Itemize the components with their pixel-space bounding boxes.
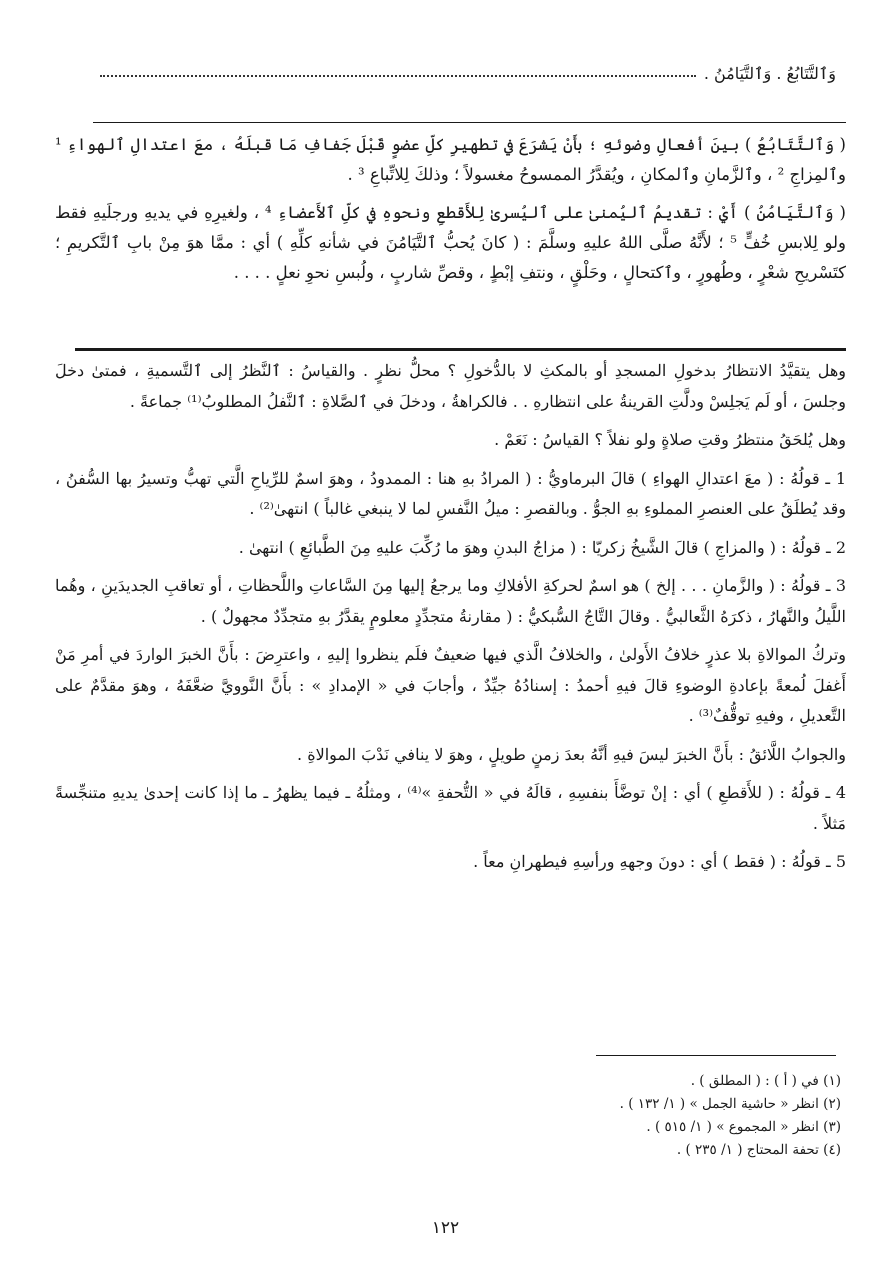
page-number: ١٢٢	[431, 1218, 460, 1238]
commentary-paragraph: وتركُ الموالاةِ بلا عذرٍ خلافُ الأَولىٰ ، والخلافُ الَّذي فيها ضعيفٌ فلَم ينظروا إليهِ ، واعترِضَ : بأَنَّ الخبرَ الواردَ في أمرِ مَنْ أَغفلَ لُمعةً بإعادةِ الوضوءِ قالَ فيهِ أحمدُ : إسنادُهُ جيِّدٌ ، وأجابَ في « الإمدادِ » : بأَنَّ النَّوويَّ ضعَّفَهُ ، وهوَ مقدَّمٌ على التَّعديلِ ، وفيهِ توقُّفٌ⁽³⁾ .	[55, 645, 846, 725]
header-rule	[93, 122, 846, 123]
commentary-note-5: 5 ـ قولُهُ : ( فقط ) أي : دونَ وجههِ ورأسِهِ فيطهرانِ معاً .	[473, 852, 846, 871]
commentary-text	[55, 356, 846, 886]
commentary-note-4: 4 ـ قولُهُ : ( للأَقطعِ ) أي : إنْ توضَّأَ بنفسِهِ ، قالَهُ في « التُّحفةِ »⁽⁴⁾ ، ومثلُهُ ـ فيما يظهرُ ـ ما إذا كانت إحدىٰ يديهِ متنجِّسةً مَثلاً .	[55, 783, 847, 833]
commentary-note-2: 2 ـ قولُهُ : ( والمزاجِ ) قالَ الشَّيخُ زكريّا : ( مزاجُ البدنِ وهوَ ما رُكِّبَ عليهِ مِنَ الطَّبائعِ ) انتهىٰ .	[238, 537, 846, 557]
commentary-paragraph: والجوابُ اللَّائقُ : بأَنَّ الخبرَ ليسَ فيهِ أنَّهُ بعدَ زمنٍ طويلٍ ، وهوَ لا ينافي نَدْبَ الموالاةِ .	[297, 744, 846, 764]
commentary-note-1: 1 ـ قولُهُ : ( معَ اعتدالِ الهواءِ ) قالَ البرماويُّ : ( المرادُ بهِ هنا : الممدودُ ، وهوَ اسمٌ للرِّياحِ الَّتي تهبُّ وتسيرُ بها السُّفنُ ، وقد يُطلَقُ على العنصرِ المملوءِ بهِ الجوُّ . وبالقصرِ : ميلُ النَّفسِ لما لا ينبغي غالباً ) انتهىٰ⁽²⁾ .	[55, 468, 846, 518]
commentary-paragraph: وهل يتقيَّدُ الانتظارُ بدخولِ المسجدِ أو بالمكثِ لا بالدُّخولِ ؟ محلُّ نظرٍ . والقياسُ : ٱلنَّظرُ إلى ٱلتَّسميةِ ، فمتىٰ دخلَ وجلسَ ، أو لَم يَجلِسْ ودلَّتِ القرينةُ على انتظارهِ . . فالكراهةُ ، ودخلَ في ٱلصَّلاةِ : ٱلنَّفلُ المطلوبُ⁽¹⁾ جماعةً .	[55, 361, 846, 411]
footnote-item: (٤) تحفة المحتاج ( ١/ ٢٣٥ ) .	[676, 1142, 841, 1158]
footnote-rule	[596, 1055, 836, 1056]
running-header-title: وَٱلتَّتَابُعُ . وَٱلتَّيَامُنُ .	[703, 63, 836, 83]
commentary-paragraph: وهل يُلحَقُ منتظرُ وقتِ صلاةٍ ولو نفلاً ؟ القياسُ : نَعَمْ .	[494, 430, 846, 449]
footnote-item: (١) في ( أ ) : ( المطلق ) .	[690, 1073, 841, 1089]
main-paragraph: ( وَٱلتَّيَامُنُ ) أَيْ : تقديمُ ٱليُمنىٰ على ٱليُسرىٰ لِلأَقطعِ ونحوهِ في كلِّ ٱلأَعضاءِ ⁴ ، ولغيرِهِ في يديهِ ورجلَيهِ فقط ولو لِلابسِ خُفٍّ ⁵ ؛ لأَنَّهُ صلَّى اللهُ عليهِ وسلَّمَ : ( كانَ يُحبُّ ٱلتَّيَامُنَ في شأنهِ كلِّهِ ) أي : ممَّا هوَ مِنْ بابِ ٱلتَّكريمِ ؛ كتَسْريحِ شعْرٍ ، وطُهورٍ ، وٱكتحالٍ ، وحَلْقٍ ، ونتفِ إبْطٍ ، وقصِّ شاربٍ ، ولُبسِ نحوِ نعلٍ . . . .	[55, 203, 846, 282]
footnote-item: (٣) انظر « المجموع » ( ١/ ٥١٥ ) .	[646, 1119, 841, 1135]
dotted-leader	[100, 75, 696, 77]
commentary-note-3: 3 ـ قولُهُ : ( والزَّمانِ . . . إلخ ) هو اسمٌ لحركةِ الأفلاكِ وما يرجعُ إليها مِنَ السَّاعاتِ واللَّحظاتِ ، أو تعاقبِ الجديدَينِ ، وهُما اللَّيلُ والنَّهارُ ، ذكرَهُ الثَّعالبيُّ . وقالَ التَّاجُ السُّبكيُّ : ( مقارنةُ متجدِّدٍ معلومٍ يقدَّرُ بهِ متجدِّدٌ مجهولٌ ) .	[55, 576, 846, 626]
main-paragraph: ( وَٱلتَّتَابُعُ ) بينَ أفعالِ وضوئهِ ؛ بأَنْ يَشرَعَ في تطهيرِ كلِّ عضوٍ قَبْلَ جَفافِ مَا قبلَهُ ، معَ اعتدالِ ٱلهواءِ ¹ وٱلمِزاجِ ² ، وٱلزَّمانِ وٱلمكانِ ، ويُقدَّرُ الممسوحُ مغسولاً ؛ وذلكَ لِلاتِّباعِ ³ .	[55, 135, 846, 184]
running-header	[100, 58, 836, 88]
footnote-item: (٢) انظر « حاشية الجمل » ( ١/ ١٣٢ ) .	[619, 1096, 841, 1112]
main-text	[55, 130, 846, 296]
section-divider-rule	[75, 348, 846, 351]
footnotes	[620, 1070, 841, 1162]
